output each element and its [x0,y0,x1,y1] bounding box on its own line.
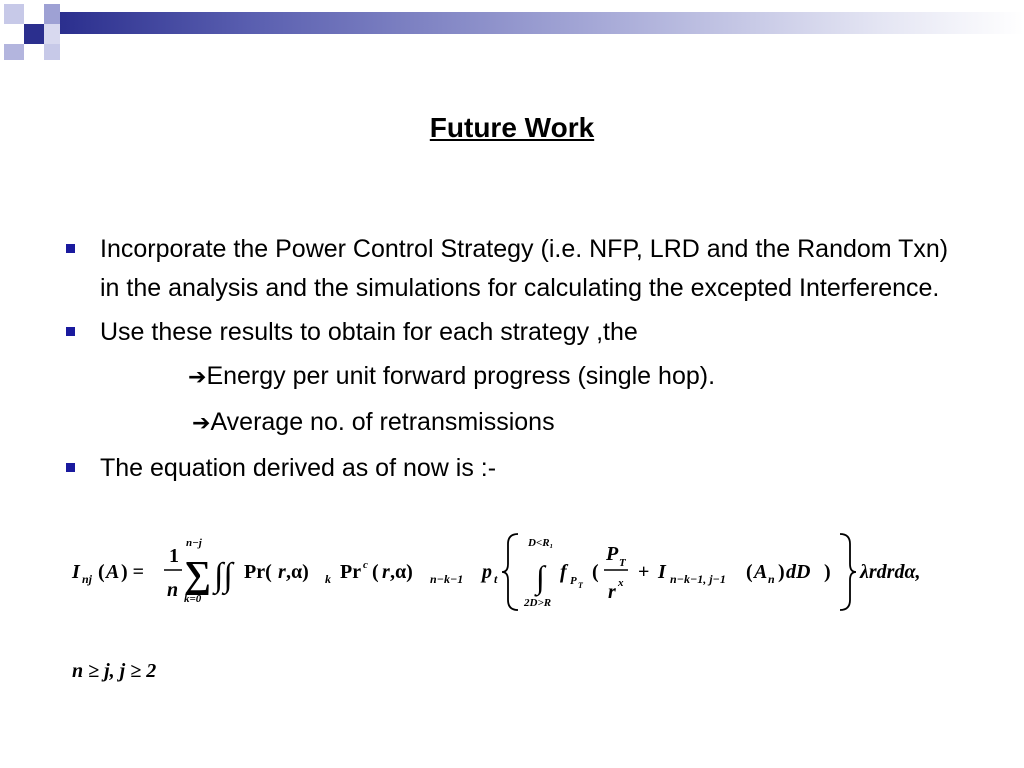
deco-square [44,44,60,60]
bullet-item [62,230,962,308]
svg-text:) =: ) = [121,561,145,583]
svg-text:T: T [578,581,583,590]
svg-text:∫∫: ∫∫ [214,557,233,594]
svg-text:A: A [106,561,120,583]
svg-text:I: I [72,561,80,583]
deco-square [44,24,60,44]
bullet-item [62,313,962,352]
svg-text:t: t [494,572,498,586]
equation-condition: n ≥ j, j ≥ 2 [72,660,157,682]
svg-text:n: n [768,572,775,586]
svg-text:Pr(: Pr( [244,561,272,583]
deco-square [4,44,24,60]
svg-text:r: r [382,561,390,583]
sub-point [62,403,962,443]
svg-text:T: T [619,557,626,569]
svg-text:p: p [482,561,492,583]
deco-square [24,4,44,24]
svg-text:): ) [824,561,831,583]
arrow-right-icon: ➔ [188,365,207,390]
svg-text:,α): ,α) [390,561,413,583]
svg-text:f: f [560,561,567,583]
svg-text:n−j: n−j [186,537,202,549]
deco-square [4,24,24,44]
svg-text:x: x [618,577,624,589]
interference-equation [66,530,966,615]
svg-text:r: r [278,561,286,583]
svg-text:P: P [570,575,577,587]
svg-text:P: P [606,543,619,565]
svg-text:(: ( [746,561,753,583]
deco-square [24,24,44,44]
svg-text:I: I [658,561,666,583]
sub-point-text: Average no. of retransmissions [210,408,555,436]
bullet-text: Incorporate the Power Control Strategy (i.e. NFP, LRD and the Random Txn) in the analysis and the simulations for calculating the excepted Interference. [100,235,949,302]
svg-text:∑: ∑ [184,554,212,596]
deco-square [4,4,24,24]
svg-text:n−k−1, j−1: n−k−1, j−1 [670,572,726,586]
arrow-right-icon: ➔ [192,411,211,436]
svg-text:(: ( [372,561,379,583]
svg-text:(: ( [592,561,599,583]
svg-text:,α): ,α) [286,561,309,583]
svg-text:r: r [608,581,616,603]
svg-text:+: + [638,561,650,583]
sub-point [62,357,962,397]
svg-text:c: c [363,559,368,571]
svg-text:): ) [778,561,785,583]
header-gradient-band [60,12,1024,34]
deco-square [44,4,60,24]
square-bullet-icon [66,327,75,336]
svg-text:(: ( [98,561,105,583]
svg-text:1: 1 [169,545,179,567]
svg-text:D<R₁: D<R₁ [528,537,554,549]
sub-point-text: Energy per unit forward progress (single hop). [206,362,716,390]
svg-text:Pr: Pr [340,561,362,583]
bullet-item [62,449,962,488]
svg-text:A: A [754,561,768,583]
bullet-text: The equation derived as of now is :- [100,454,497,482]
svg-text:n−k−1: n−k−1 [430,572,464,586]
slide-title: Future Work [429,112,595,143]
svg-text:2D>R: 2D>R [524,597,552,609]
svg-text:n: n [167,579,179,601]
svg-text:k=0: k=0 [184,593,202,605]
svg-text:∫: ∫ [536,559,545,595]
svg-text:k: k [325,572,331,586]
svg-text:nj: nj [82,572,93,586]
square-bullet-icon [66,244,75,253]
svg-text:λrdrdα,: λrdrdα, [860,561,921,583]
bullet-list [62,230,962,493]
svg-text:dD: dD [786,561,811,583]
deco-square [24,44,44,60]
square-bullet-icon [66,463,75,472]
bullet-text: Use these results to obtain for each strategy ,the [100,318,638,346]
